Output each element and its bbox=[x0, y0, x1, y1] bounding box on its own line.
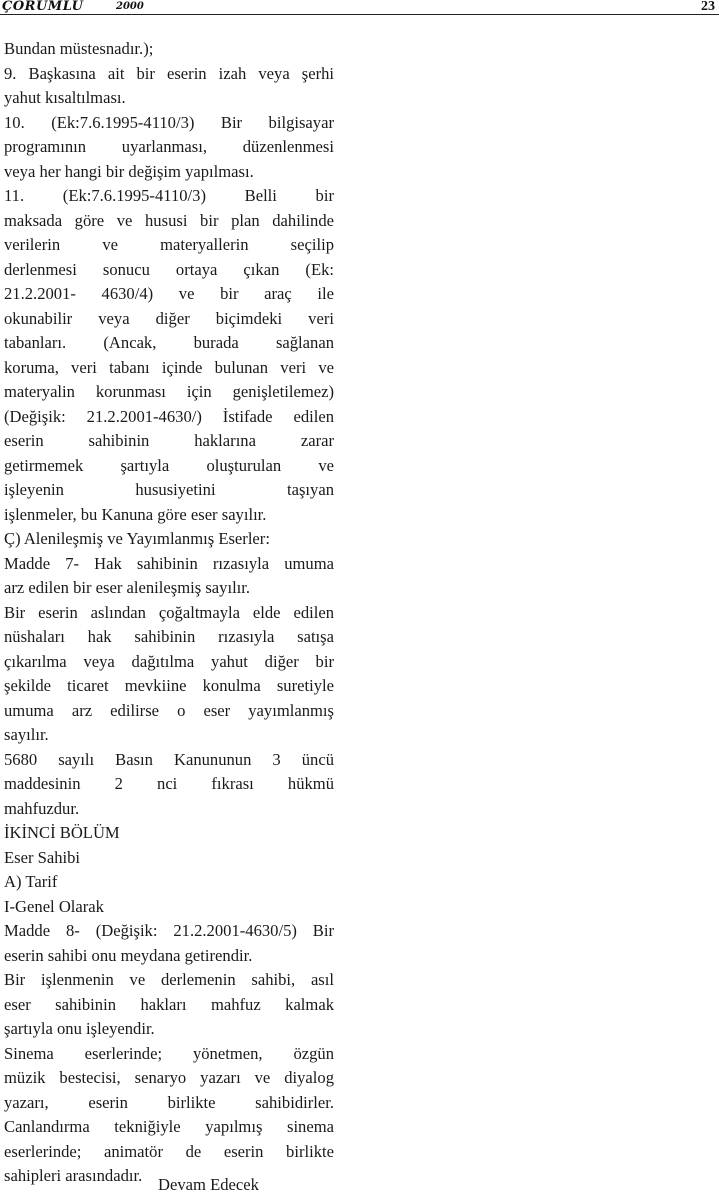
text-line: 11. (Ek:7.6.1995-4110/3) Belli bir bbox=[4, 186, 334, 205]
text-line: şekilde ticaret mevkiine konulma suretiyle bbox=[4, 676, 334, 695]
text-line: Sinema eserlerinde; yönetmen, özgün bbox=[4, 1043, 334, 1063]
text-line: maddesinin 2 nci fıkrası hükmü bbox=[4, 774, 334, 793]
magazine-year: 2000 bbox=[116, 1, 144, 12]
text-line: programının uyarlanması, düzenlenmesi bbox=[4, 137, 334, 156]
text-line: işleyenin hususiyetini taşıyan bbox=[4, 480, 334, 499]
article-column bbox=[4, 37, 334, 1189]
text-line: A) Tarif bbox=[4, 872, 58, 891]
page-number: 23 bbox=[701, 0, 715, 14]
text-line: işlenmeler, bu Kanuna göre eser sayılır. bbox=[4, 504, 267, 524]
text-line: sayılır. bbox=[4, 725, 49, 744]
text-line: okunabilir veya diğer biçimdeki veri bbox=[4, 308, 334, 328]
text-line: 21.2.2001- 4630/4) ve bir araç ile bbox=[4, 284, 334, 303]
text-line: 9. Başkasına ait bir eserin izah veya şerhi bbox=[4, 63, 334, 83]
text-line: koruma, veri tabanı içinde bulunan veri ve bbox=[4, 357, 334, 377]
text-line: Bir işlenmenin ve derlemenin sahibi, asıl bbox=[4, 970, 334, 989]
text-line: Madde 8- (Değişik: 21.2.2001-4630/5) Bir bbox=[4, 921, 334, 940]
text-line: 10. (Ek:7.6.1995-4110/3) Bir bilgisayar bbox=[4, 112, 334, 132]
text-line: tabanları. (Ancak, burada sağlanan bbox=[4, 333, 334, 352]
text-line: Ç) Alenileşmiş ve Yayımlanmış Eserler: bbox=[4, 529, 270, 548]
text-line: yazarı, eserin birlikte sahibidirler. bbox=[4, 1092, 334, 1112]
text-line: mahfuzdur. bbox=[4, 798, 80, 818]
magazine-title: ÇORUMLU bbox=[2, 0, 84, 14]
text-line: derlenmesi sonucu ortaya çıkan (Ek: bbox=[4, 259, 334, 279]
text-line: eserin sahibinin haklarına zarar bbox=[4, 431, 334, 450]
text-line: arz edilen bir eser alenileşmiş sayılır. bbox=[4, 578, 251, 597]
text-line: Madde 7- Hak sahibinin rızasıyla umuma bbox=[4, 553, 334, 573]
text-line: şartıyla onu işleyendir. bbox=[4, 1019, 155, 1038]
text-line: eserlerinde; animatör de eserin birlikte bbox=[4, 1141, 334, 1161]
text-line: çıkarılma veya dağıtılma yahut diğer bir bbox=[4, 651, 334, 671]
text-line: müzik bestecisi, senaryo yazarı ve diyalog bbox=[4, 1068, 334, 1087]
text-line: yahut kısaltılması. bbox=[4, 88, 126, 107]
text-line: sahipleri arasındadır. bbox=[4, 1166, 143, 1185]
continued-note: Devam Edecek bbox=[158, 1175, 259, 1194]
text-line: umuma arz edilirse o eser yayımlanmış bbox=[4, 700, 334, 720]
text-line: maksada göre ve hususi bir plan dahilinde bbox=[4, 210, 334, 230]
page-header bbox=[0, 0, 719, 16]
text-line: materyalin korunması için genişletilemez) bbox=[4, 382, 334, 401]
text-line: (Değişik: 21.2.2001-4630/) İstifade edilen bbox=[4, 406, 334, 426]
text-line: Bundan müstesnadır.); bbox=[4, 39, 154, 58]
text-line: eserin sahibi onu meydana getirendir. bbox=[4, 945, 253, 965]
text-line: I-Genel Olarak bbox=[4, 896, 104, 916]
text-line: Canlandırma tekniğiyle yapılmış sinema bbox=[4, 1117, 334, 1136]
text-line: 5680 sayılı Basın Kanununun 3 üncü bbox=[4, 749, 334, 769]
text-line: İKİNCİ BÖLÜM bbox=[4, 823, 120, 842]
text-line: verilerin ve materyallerin seçilip bbox=[4, 235, 334, 254]
text-line: Eser Sahibi bbox=[4, 847, 81, 867]
header-rule bbox=[0, 14, 719, 15]
text-line: veya her hangi bir değişim yapılması. bbox=[4, 161, 254, 181]
text-line: Bir eserin aslından çoğaltmayla elde edilen bbox=[4, 602, 334, 622]
text-line: eser sahibinin hakları mahfuz kalmak bbox=[4, 994, 334, 1014]
text-line: nüshaları hak sahibinin rızasıyla satışa bbox=[4, 627, 334, 646]
text-line: getirmemek şartıyla oluşturulan ve bbox=[4, 455, 334, 475]
